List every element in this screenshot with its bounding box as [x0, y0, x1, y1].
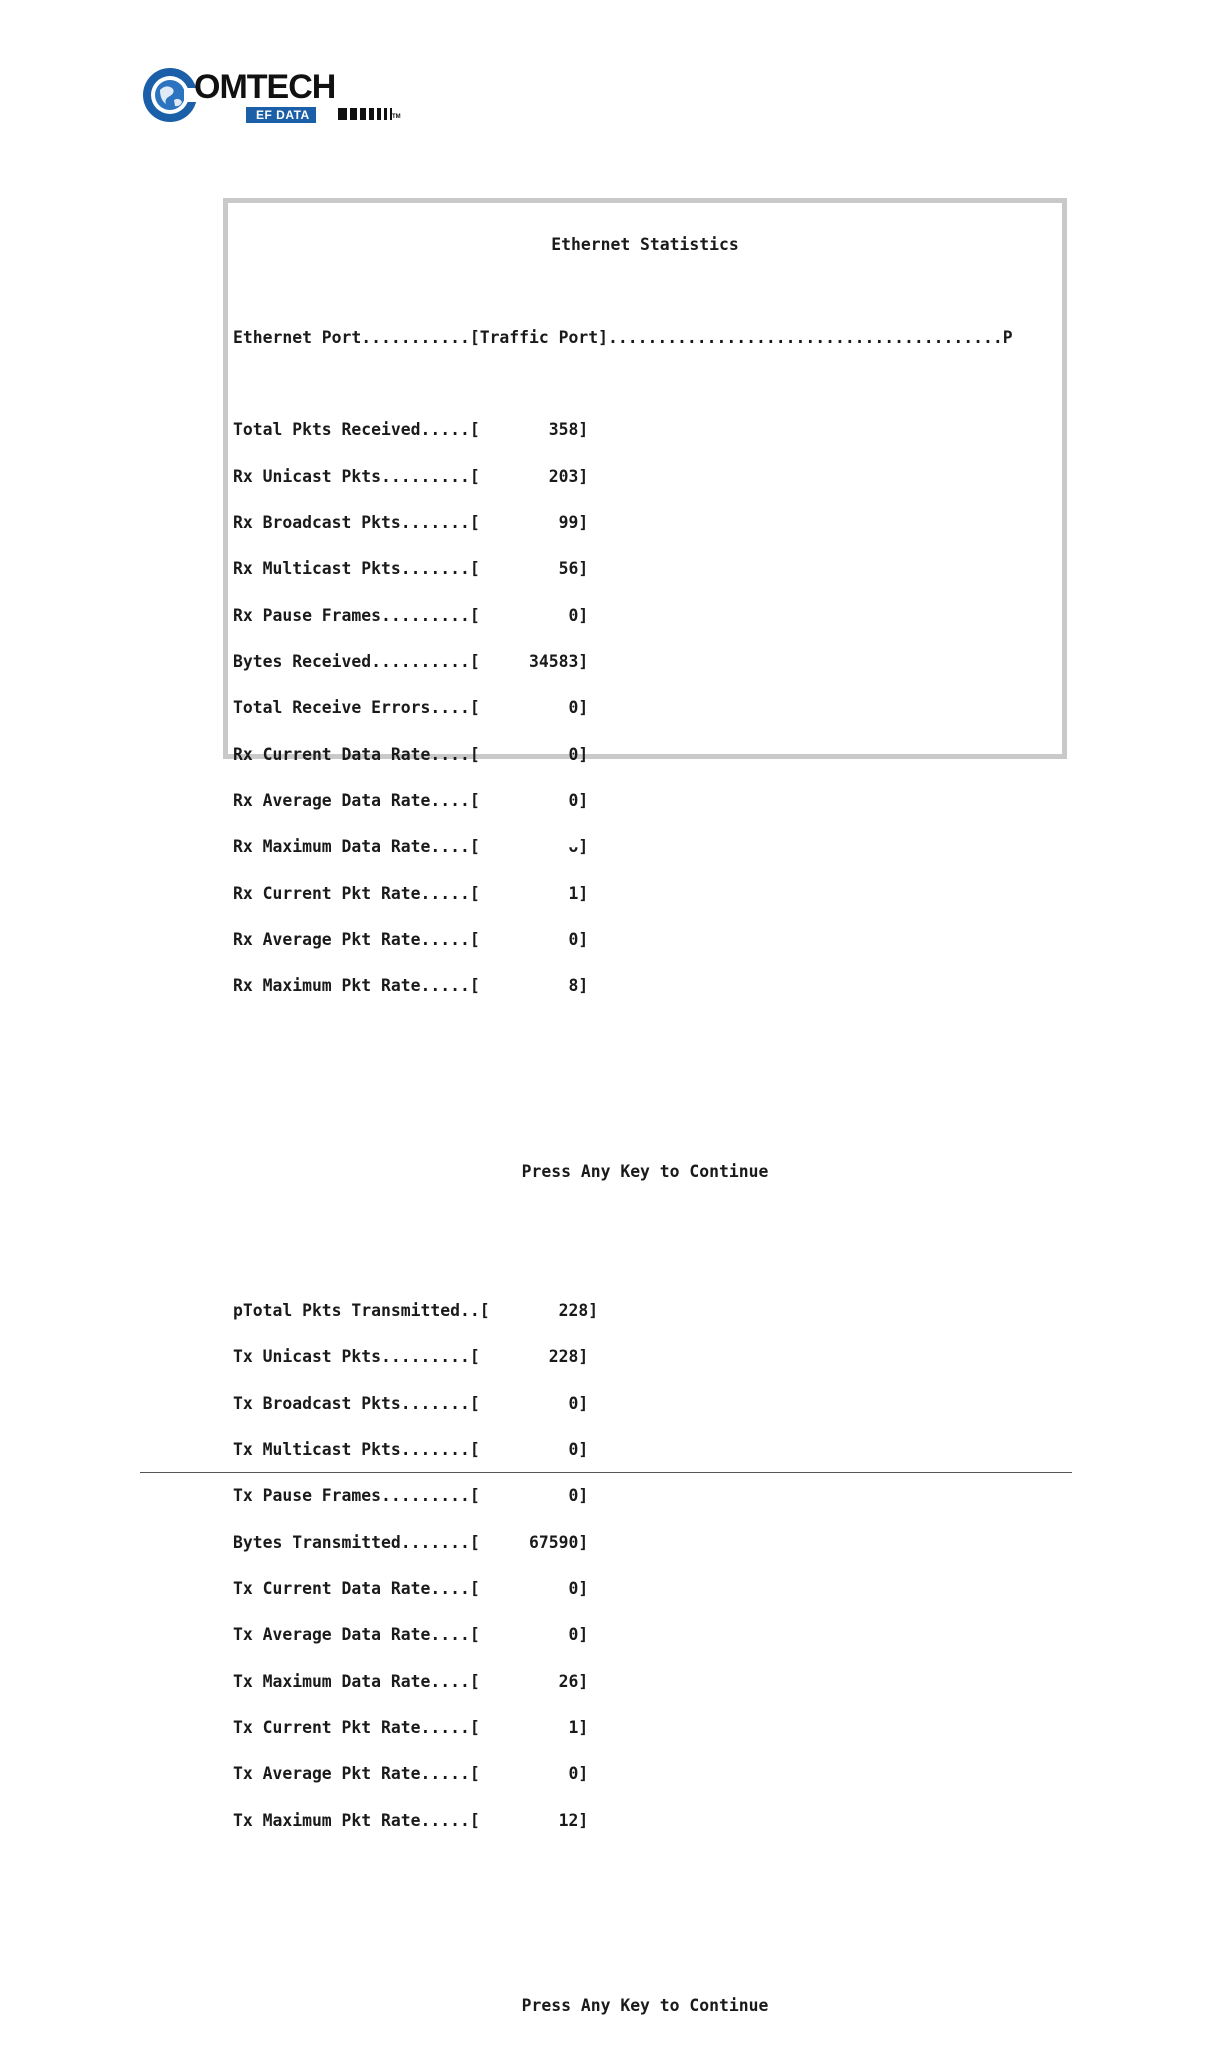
stat-line: Bytes Transmitted.......[ 67590]: [233, 1532, 589, 1552]
stat-line: Tx Unicast Pkts.........[ 228]: [233, 1347, 589, 1367]
stat-line: Rx Current Data Rate....[ 0]: [233, 744, 589, 764]
blank-line: [233, 283, 1057, 298]
blank-line: [233, 1905, 1057, 1920]
stat-line: Tx Maximum Pkt Rate.....[ 12]: [233, 1810, 589, 1830]
stat-line: Tx Average Data Rate....[ 0]: [233, 1625, 589, 1645]
stat-line: Rx Pause Frames.........[ 0]: [233, 605, 589, 625]
stat-line: Rx Average Data Rate....[ 0]: [233, 791, 589, 811]
stat-line: Tx Pause Frames.........[ 0]: [233, 1486, 589, 1506]
continue-prompt: Press Any Key to Continue: [521, 1161, 769, 1181]
stat-line: Total Receive Errors....[ 0]: [233, 698, 589, 718]
terminal-window: [223, 198, 1067, 2016]
logo-trademark: TM: [392, 114, 401, 120]
continue-prompt: Press Any Key to Continue: [521, 1996, 769, 2016]
stat-line: Rx Multicast Pkts.......[ 56]: [233, 559, 589, 579]
tx-statistics: [233, 1272, 1057, 1859]
ethernet-port-line: Ethernet Port...........[Traffic Port]........................................P: [233, 327, 1013, 347]
stat-line: Bytes Received..........[ 34583]: [233, 652, 589, 672]
globe-icon: [140, 64, 202, 126]
stat-line: Rx Maximum Pkt Rate.....[ 8]: [233, 976, 589, 996]
screen-title: Ethernet Statistics: [551, 234, 739, 254]
blank-line: [233, 1952, 1057, 1967]
stat-line: pTotal Pkts Transmitted..[ 228]: [233, 1300, 599, 1320]
stat-line: Rx Broadcast Pkts.......[ 99]: [233, 512, 589, 532]
stat-line: Tx Broadcast Pkts.......[ 0]: [233, 1393, 589, 1413]
terminal-screen: [233, 206, 1057, 2016]
stat-line: Total Pkts Received.....[ 358]: [233, 420, 589, 440]
stat-line: Rx Average Pkt Rate.....[ 0]: [233, 930, 589, 950]
stat-line: Tx Current Data Rate....[ 0]: [233, 1578, 589, 1598]
blank-line: [233, 1071, 1057, 1086]
stat-line: Tx Maximum Data Rate....[ 26]: [233, 1671, 589, 1691]
blank-line: [233, 1210, 1057, 1225]
stat-line: Rx Current Pkt Rate.....[ 1]: [233, 883, 589, 903]
rx-statistics: [233, 391, 1057, 1024]
stat-line: Tx Multicast Pkts.......[ 0]: [233, 1439, 589, 1459]
blank-line: [233, 1117, 1057, 1132]
comtech-logo: [140, 64, 400, 126]
stat-line: Tx Current Pkt Rate.....[ 1]: [233, 1717, 589, 1737]
logo-wordmark: OMTECH: [194, 68, 336, 106]
logo-subline: EF DATA: [246, 107, 316, 123]
stat-line: Rx Maximum Data Rate....[ ᴗ]: [233, 837, 589, 857]
stat-line: Tx Average Pkt Rate.....[ 0]: [233, 1764, 589, 1784]
stat-line: Rx Unicast Pkts.........[ 203]: [233, 466, 589, 486]
footer-divider: [140, 1472, 1072, 1473]
logo-bars-graphic: [338, 108, 392, 120]
